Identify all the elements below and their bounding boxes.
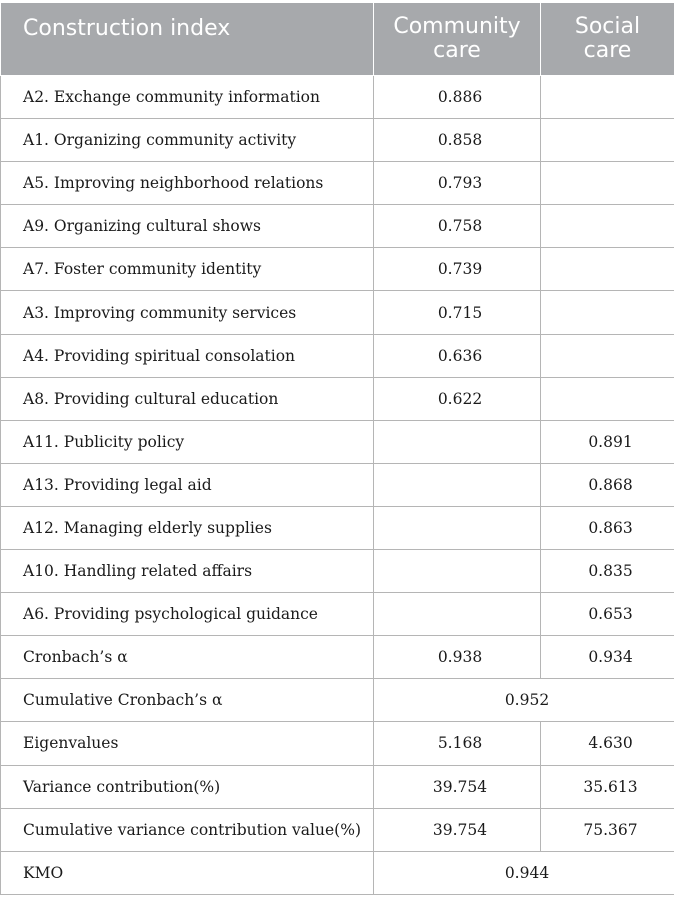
header-community-care: Community care bbox=[374, 3, 541, 76]
community-care-value: 0.938 bbox=[374, 636, 541, 679]
community-care-value: 39.754 bbox=[374, 765, 541, 808]
table-row bbox=[1, 506, 674, 549]
kmo-row bbox=[1, 851, 674, 894]
community-care-value: 0.793 bbox=[374, 162, 541, 205]
community-care-value bbox=[374, 463, 541, 506]
table-row bbox=[1, 291, 674, 334]
row-label: Cumulative variance contribution value(%) bbox=[1, 808, 374, 851]
row-label: A10. Handling related affairs bbox=[1, 550, 374, 593]
table-row bbox=[1, 420, 674, 463]
row-label: A7. Foster community identity bbox=[1, 248, 374, 291]
community-care-value: 0.886 bbox=[374, 76, 541, 119]
social-care-value: 0.863 bbox=[541, 506, 674, 549]
social-care-value bbox=[541, 248, 674, 291]
row-label: A6. Providing psychological guidance bbox=[1, 593, 374, 636]
cronbach-alpha-row bbox=[1, 636, 674, 679]
community-care-value: 0.739 bbox=[374, 248, 541, 291]
table-row bbox=[1, 248, 674, 291]
row-label: A12. Managing elderly supplies bbox=[1, 506, 374, 549]
header-row bbox=[1, 3, 674, 76]
table-row bbox=[1, 377, 674, 420]
header-construction-index: Construction index bbox=[1, 3, 374, 76]
row-label: Cumulative Cronbach’s α bbox=[1, 679, 374, 722]
row-label: A4. Providing spiritual consolation bbox=[1, 334, 374, 377]
community-care-value bbox=[374, 550, 541, 593]
social-care-value: 4.630 bbox=[541, 722, 674, 765]
row-label: A2. Exchange community information bbox=[1, 76, 374, 119]
table-body bbox=[1, 76, 674, 895]
social-care-value bbox=[541, 119, 674, 162]
community-care-value: 0.622 bbox=[374, 377, 541, 420]
social-care-value bbox=[541, 377, 674, 420]
community-care-value: 0.636 bbox=[374, 334, 541, 377]
cumulative-variance-row bbox=[1, 808, 674, 851]
row-label: A11. Publicity policy bbox=[1, 420, 374, 463]
social-care-value: 75.367 bbox=[541, 808, 674, 851]
community-care-value bbox=[374, 593, 541, 636]
social-care-value bbox=[541, 205, 674, 248]
table-row bbox=[1, 76, 674, 119]
social-care-value: 35.613 bbox=[541, 765, 674, 808]
row-label: A13. Providing legal aid bbox=[1, 463, 374, 506]
row-label: A8. Providing cultural education bbox=[1, 377, 374, 420]
row-label: A9. Organizing cultural shows bbox=[1, 205, 374, 248]
social-care-value: 0.835 bbox=[541, 550, 674, 593]
social-care-value: 0.868 bbox=[541, 463, 674, 506]
table-header bbox=[1, 3, 674, 76]
table-row bbox=[1, 119, 674, 162]
row-label: A3. Improving community services bbox=[1, 291, 374, 334]
community-care-value bbox=[374, 420, 541, 463]
social-care-value bbox=[541, 76, 674, 119]
table-row bbox=[1, 463, 674, 506]
social-care-value bbox=[541, 162, 674, 205]
table-row bbox=[1, 334, 674, 377]
variance-contribution-row bbox=[1, 765, 674, 808]
row-label: Eigenvalues bbox=[1, 722, 374, 765]
row-label: Variance contribution(%) bbox=[1, 765, 374, 808]
row-label: KMO bbox=[1, 851, 374, 894]
row-label: A5. Improving neighborhood relations bbox=[1, 162, 374, 205]
community-care-value: 0.858 bbox=[374, 119, 541, 162]
table-row bbox=[1, 593, 674, 636]
social-care-value: 0.934 bbox=[541, 636, 674, 679]
table-row bbox=[1, 550, 674, 593]
community-care-value: 5.168 bbox=[374, 722, 541, 765]
community-care-value bbox=[374, 506, 541, 549]
table-row bbox=[1, 205, 674, 248]
cumulative-cronbach-value: 0.952 bbox=[374, 679, 674, 722]
cumulative-cronbach-row bbox=[1, 679, 674, 722]
community-care-value: 0.758 bbox=[374, 205, 541, 248]
social-care-value: 0.653 bbox=[541, 593, 674, 636]
row-label: A1. Organizing community activity bbox=[1, 119, 374, 162]
kmo-value: 0.944 bbox=[374, 851, 674, 894]
row-label: Cronbach’s α bbox=[1, 636, 374, 679]
community-care-value: 0.715 bbox=[374, 291, 541, 334]
factor-analysis-table bbox=[0, 2, 674, 895]
social-care-value bbox=[541, 334, 674, 377]
header-social-care: Social care bbox=[541, 3, 674, 76]
social-care-value: 0.891 bbox=[541, 420, 674, 463]
eigenvalues-row bbox=[1, 722, 674, 765]
table-row bbox=[1, 162, 674, 205]
community-care-value: 39.754 bbox=[374, 808, 541, 851]
social-care-value bbox=[541, 291, 674, 334]
